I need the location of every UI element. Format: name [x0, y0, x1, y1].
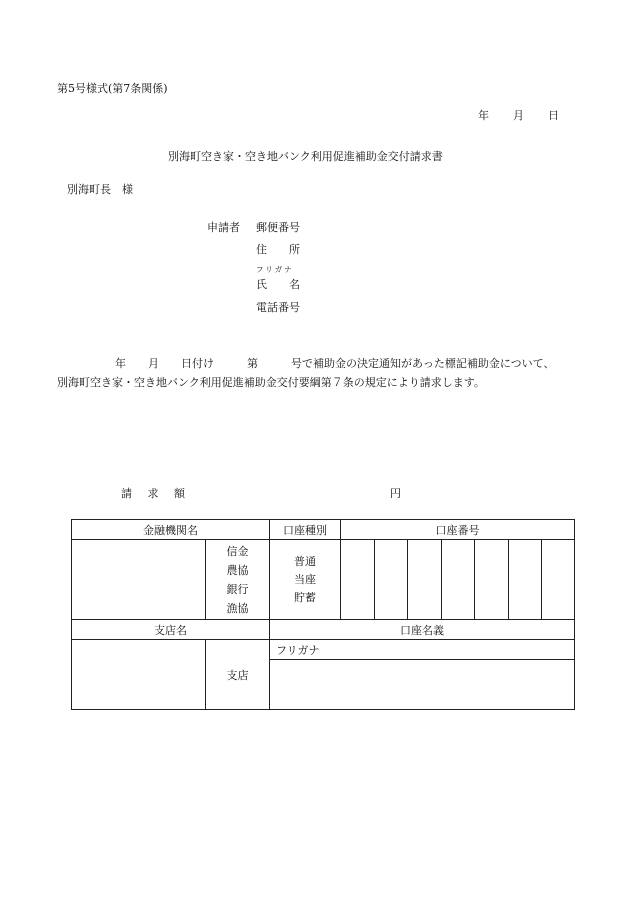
phone-label: 電話番号	[256, 301, 300, 314]
account-digit-3[interactable]	[408, 540, 442, 620]
branch-header: 支店名	[72, 620, 270, 640]
institution-type-nokyo[interactable]: 農協	[226, 563, 249, 577]
form-number: 第5号様式(第7条関係)	[57, 82, 168, 95]
account-digit-5[interactable]	[475, 540, 509, 620]
account-digit-1[interactable]	[341, 540, 375, 620]
applicant-label: 申請者	[207, 221, 240, 234]
account-type-ordinary[interactable]: 普通	[294, 554, 316, 568]
date-year: 年	[478, 109, 489, 122]
amount-label: 請 求 額	[121, 487, 191, 500]
statement-line-1: 年 月 日付け 第 号で補助金の決定通知があった標記補助金について、	[115, 357, 555, 370]
date-day: 日	[548, 109, 559, 122]
document-title: 別海町空き家・空き地バンク利用促進補助金交付請求書	[168, 150, 443, 163]
addressee: 別海町長 様	[67, 183, 133, 196]
account-digit-4[interactable]	[442, 540, 475, 620]
account-type-savings[interactable]: 貯蓄	[294, 590, 316, 604]
account-type-header: 口座種別	[270, 520, 341, 540]
account-digit-7[interactable]	[542, 540, 575, 620]
date-month: 月	[513, 109, 524, 122]
branch-suffix: 支店	[206, 640, 270, 710]
amount-unit: 円	[390, 487, 401, 500]
institution-name-cell[interactable]	[72, 540, 206, 620]
institution-type-shinkin[interactable]: 信金	[226, 544, 249, 558]
account-digit-2[interactable]	[375, 540, 408, 620]
account-type-current[interactable]: 当座	[294, 572, 316, 586]
statement-line-2: 別海町空き家・空き地バンク利用促進補助金交付要綱第７条の規定により請求します。	[57, 376, 485, 389]
furigana-label: フリガナ	[256, 265, 294, 274]
institution-type-bank[interactable]: 銀行	[226, 582, 249, 596]
institution-type-gyokyo[interactable]: 漁協	[226, 601, 249, 615]
branch-name-cell[interactable]	[72, 640, 206, 710]
holder-furigana-label[interactable]: フリガナ	[270, 640, 575, 660]
institution-header: 金融機関名	[72, 520, 270, 540]
request-statement	[57, 354, 577, 392]
postal-code-label: 郵便番号	[256, 221, 300, 234]
bank-account-table	[71, 519, 575, 710]
holder-name-cell[interactable]	[270, 660, 575, 710]
account-digit-6[interactable]	[509, 540, 542, 620]
address-label: 住 所	[256, 243, 300, 256]
holder-header: 口座名義	[270, 620, 575, 640]
date-line	[478, 107, 559, 123]
account-type-cell[interactable]	[270, 540, 341, 620]
name-label: 氏 名	[256, 278, 300, 291]
institution-type-cell[interactable]	[206, 540, 270, 620]
account-number-header: 口座番号	[341, 520, 575, 540]
